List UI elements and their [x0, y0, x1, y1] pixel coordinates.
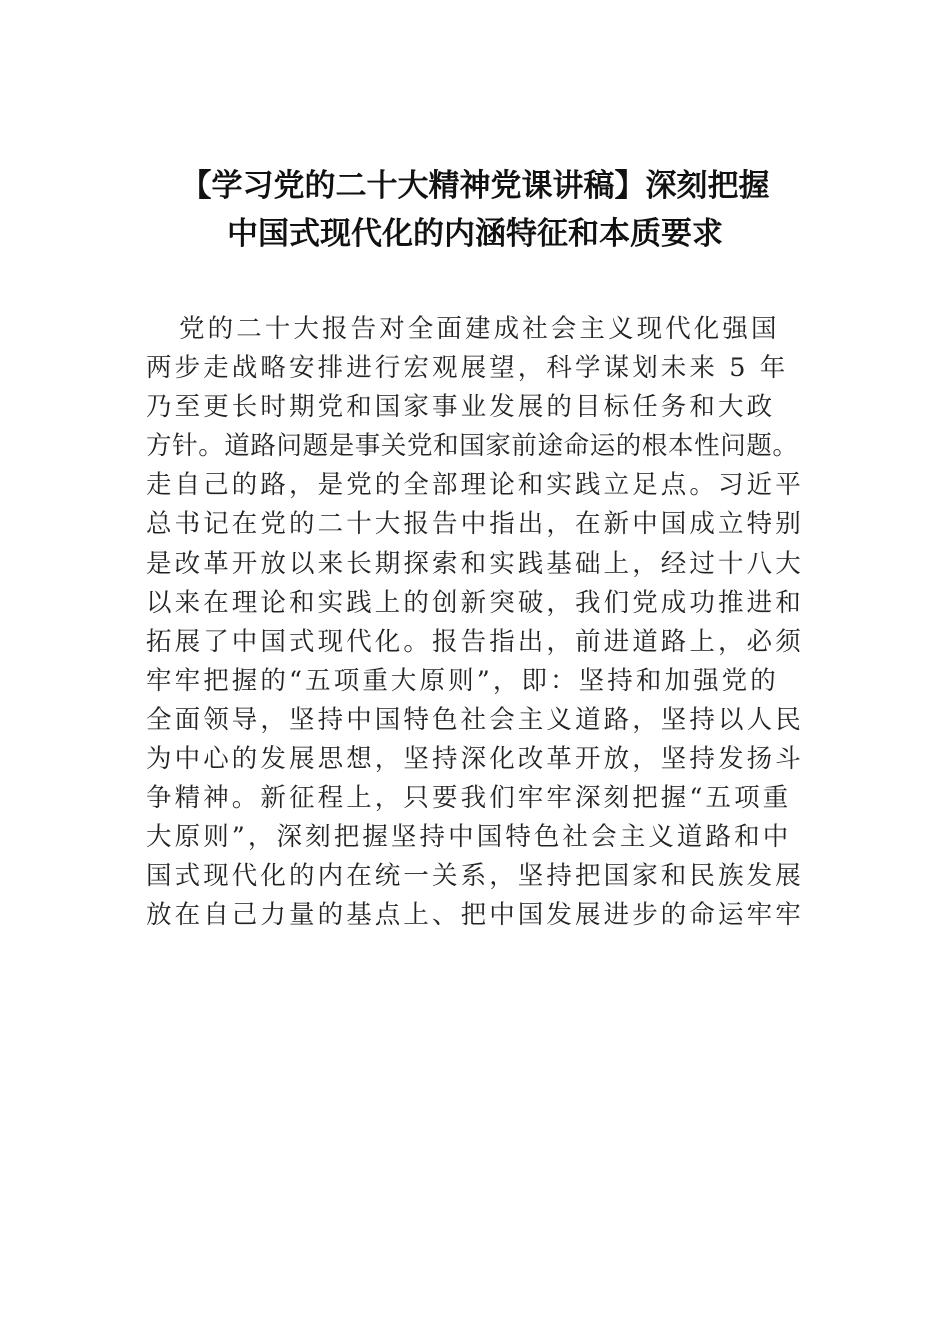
- body-line: 大原则”，深刻把握坚持中国特色社会主义道路和中: [146, 822, 792, 853]
- body-line: 全面领导，坚持中国特色社会主义道路，坚持以人民: [146, 704, 804, 735]
- body-line: 总书记在党的二十大报告中指出，在新中国成立特别: [146, 509, 804, 540]
- body-line: 牢牢把握的“五项重大原则”，即：坚持和加强党的: [146, 665, 779, 696]
- body-line: 争精神。新征程上，只要我们牢牢深刻把握“五项重: [146, 783, 792, 814]
- body-line: 两步走战略安排进行宏观展望，科学谋划未来 5 年: [146, 353, 789, 384]
- body-line: 党的二十大报告对全面建成社会主义现代化强国: [179, 314, 780, 344]
- body-line: 国式现代化的内在统一关系，坚持把国家和民族发展: [146, 861, 804, 892]
- body-line: 方针。道路问题是事关党和国家前途命运的根本性问题。: [146, 431, 799, 462]
- title-line-1: 【学习党的二十大精神党课讲稿】深刻把握: [180, 168, 770, 204]
- body-line: 走自己的路，是党的全部理论和实践立足点。习近平: [146, 470, 804, 501]
- body-line: 乃至更长时期党和国家事业发展的目标任务和大政: [146, 392, 776, 423]
- body-line: 拓展了中国式现代化。报告指出，前进道路上，必须: [146, 626, 804, 657]
- title-line-2: 中国式现代化的内涵特征和本质要求: [227, 216, 723, 252]
- body-paragraph: [146, 310, 846, 936]
- body-line: 以来在理论和实践上的创新突破，我们党成功推进和: [146, 587, 804, 618]
- body-line: 为中心的发展思想，坚持深化改革开放，坚持发扬斗: [146, 744, 804, 775]
- body-line: 是改革开放以来长期探索和实践基础上，经过十八大: [146, 548, 804, 579]
- body-line: 放在自己力量的基点上、把中国发展进步的命运牢牢: [146, 900, 804, 931]
- document-title: [100, 162, 850, 258]
